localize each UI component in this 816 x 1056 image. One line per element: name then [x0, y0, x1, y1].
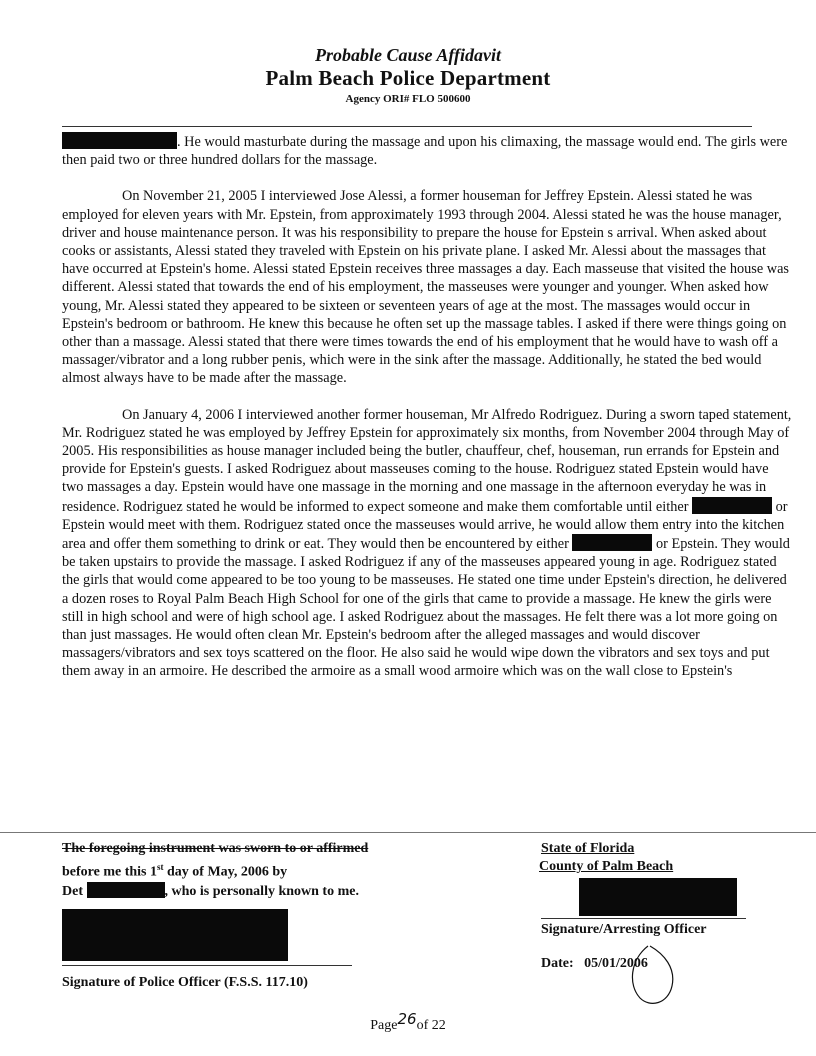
paragraph-rodriguez: On January 4, 2006 I interviewed another former houseman, Mr Alfredo Rodriguez. During a sworn taped statement, Mr. Rodriguez stated he was employed by Jeffrey Epstein for approximately six months, from November 2004 through May of 2005. His responsibilities as house manager included being the butler, chauffeur, chef, houseman, run errands for Epstein and provide for Epstein's guests. I asked Rodriguez about masseuses coming to the house. Rodriguez stated Epstein would have two massages a day. Epstein would have one massage in the morning and one massage in the afternoon everyday he was in residence. Rodriguez stated he would be informed to expect someone and make them comfortable until either or Epstein would meet with them. Rodriguez stated once the masseuses would arrive, he would allow them entry into the kitchen area and offer them something to drink or eat. They would then be encountered by either or Epstein. They would be taken upstairs to provide the massage. I asked Rodriguez if any of the masseuses appeared young in age. Rodriguez stated the girls that would come appeared to be too young to be masseuses. He stated one time under Epstein's direction, he delivered a dozen roses to Royal Palm Beach High School for one of the girls that came to provide a massage. He knew the girls were still in high school and were of high school age. I asked Rodriguez about the massages. He felt there was a lot more going on than just massages. He would often clean Mr. Epstein's bedroom after the alleged massages and would discover massagers/vibrators and sex toys scattered on the floor. He also said he would wipe down the vibrators and sex toys and put them away in an armoire. He described the armoire as a small wood armoire which was on the wall close to Epstein's — [62, 406, 792, 680]
state: State of Florida — [541, 841, 635, 856]
affidavit-body — [62, 132, 792, 681]
document-header — [0, 44, 816, 106]
header-rule — [62, 126, 752, 127]
signature-line — [541, 918, 746, 919]
detective-line: Det , who is personally known to me. — [62, 883, 359, 899]
redaction-block — [62, 132, 177, 149]
paragraph-continued: . He would masturbate during the massage and upon his climaxing, the massage would end. The girls were then paid two or three hundred dollars for the massage. — [62, 134, 788, 169]
redaction-block — [572, 534, 652, 551]
document-title: Probable Cause Affidavit — [315, 45, 501, 65]
handwritten-page: 26 — [397, 1010, 417, 1028]
before-me-line: before me this 1st day of May, 2006 by — [62, 862, 288, 880]
officer-signature-label: Signature of Police Officer (F.S.S. 117.10) — [62, 974, 308, 990]
arresting-signature-label: Signature/Arresting Officer — [541, 922, 707, 937]
footer-rule — [0, 832, 816, 833]
redacted-signature — [579, 878, 737, 916]
redaction-block — [692, 497, 772, 514]
paragraph-alessi: On November 21, 2005 I interviewed Jose Alessi, a former houseman for Jeffrey Epstein. Alessi stated he was employed for eleven years with Mr. Epstein, from approximately 1993 through 2004. Alessi stated he was the house manager, driver and house maintenance person. It was his responsibility to prepare the house for Epstein s arrival. When asked about cooks or assistants, Alessi stated they traveled with Epstein on his private plane. I asked Mr. Alessi about the massages that have occurred at Epstein's home. Alessi stated Epstein receives three massages a day. Each masseuse that visited the house was different. Alessi stated that towards the end of his employment, the masseuses were younger and younger. When asked how young, Mr. Alessi stated they appeared to be sixteen or seventeen years of age at the most. The massages would occur in Epstein's bedroom or bathroom. He knew this because he often set up the massage tables. I asked if there were things going on other than a massage. Alessi stated that there were times towards the end of his employment that he would have to wash off a massager/vibrator and a long rubber penis, which were in the sink after the massage. Additionally, he stated the bed would almost always have to be made after the massage. — [62, 188, 789, 387]
date-line: Date: 05/01/2006 — [541, 956, 648, 971]
agency-ori: Agency ORI# FLO 500600 — [345, 93, 471, 105]
sworn-line: The foregoing instrument was sworn to or affirmed — [62, 841, 369, 856]
handwritten-loop — [620, 940, 690, 1010]
redacted-signature — [62, 909, 288, 961]
redaction-block — [87, 882, 165, 898]
department-name: Palm Beach Police Department — [265, 66, 551, 90]
page-number: Page26of 22 — [370, 1010, 446, 1033]
signature-line — [62, 965, 352, 966]
date-value: 05/01/2006 — [584, 956, 648, 971]
county: County of Palm Beach — [539, 859, 674, 874]
oath-block — [62, 840, 402, 992]
